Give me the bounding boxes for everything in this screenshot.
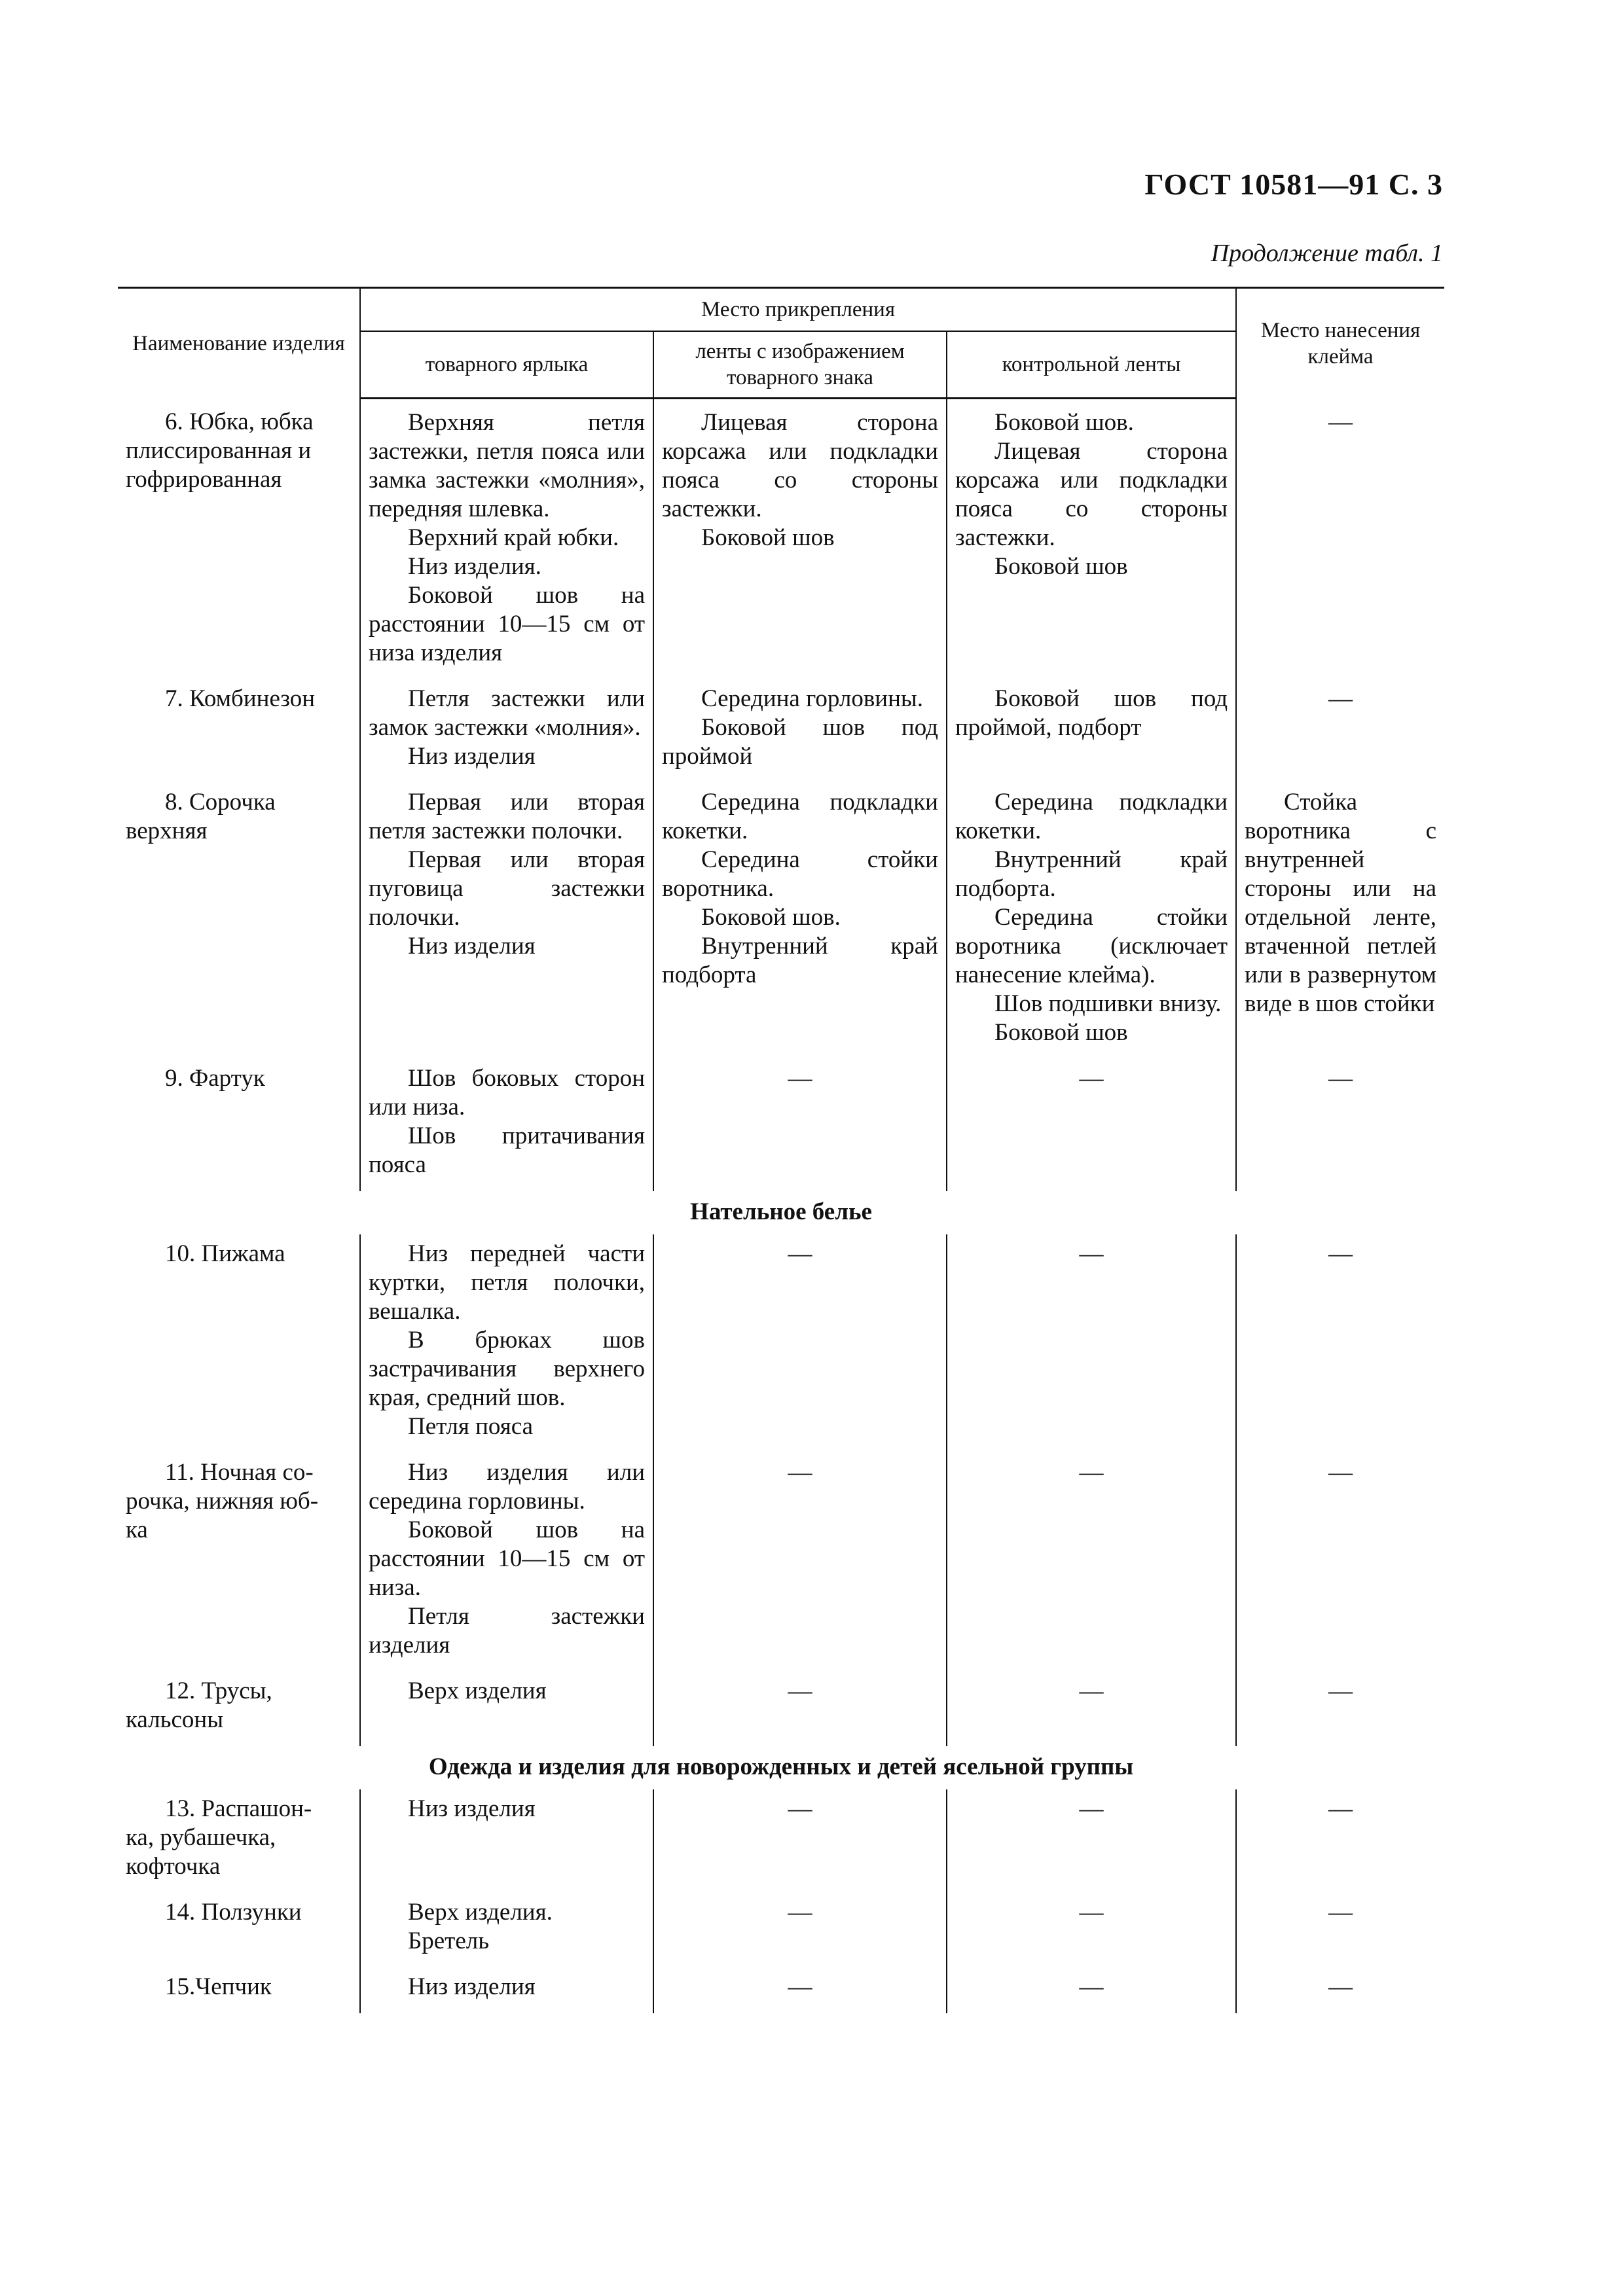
stamp-cell: Стойка воротника с внутренней стороны или на отдельной ленте, втаченной петлей или в развернутом виде в шов стойки bbox=[1236, 783, 1444, 1059]
item-name-cell: 14. Ползунки bbox=[165, 1899, 302, 1926]
ribbon-cell: Лицевая сторона корсажа или подкладки пояса со стороны застежки. Боковой шов bbox=[653, 399, 947, 680]
item-name-cell: 6. Юбка, юбка плиссированная и гофрированная bbox=[126, 408, 314, 493]
stamp-cell: — bbox=[1236, 399, 1444, 680]
section-row bbox=[118, 1191, 1444, 1234]
item-name-cell: 12. Трусы, кальсоны bbox=[126, 1677, 272, 1733]
section-title: Нательное белье bbox=[690, 1198, 872, 1225]
ribbon-cell: — bbox=[653, 1453, 947, 1672]
control-cell: — bbox=[947, 1893, 1236, 1967]
label-cell: Верх изделия. Бретель bbox=[360, 1893, 653, 1967]
control-cell: — bbox=[947, 1672, 1236, 1746]
item-name-cell: 9. Фартук bbox=[165, 1065, 265, 1092]
ribbon-cell: Середина подкладки кокетки. Середина стойки воротника. Боковой шов. Внутренний край подборта bbox=[653, 783, 947, 1059]
label-cell: Петля застежки или замок застежки «молния». Низ изделия bbox=[360, 679, 653, 783]
stamp-cell: — bbox=[1236, 1453, 1444, 1672]
item-name-cell: 15.Чепчик bbox=[165, 1973, 272, 2000]
label-cell: Низ передней части куртки, петля полочки, вешалка. В брюках шов застрачивания верхнего края, средний шов. Петля пояса bbox=[360, 1234, 653, 1453]
item-name-cell: 8. Сорочка верхняя bbox=[126, 789, 276, 844]
stamp-cell: — bbox=[1236, 679, 1444, 783]
ribbon-cell: — bbox=[653, 1789, 947, 1893]
stamp-cell: — bbox=[1236, 1967, 1444, 2013]
section-title: Одежда и изделия для новорожденных и детей ясельной группы bbox=[428, 1753, 1134, 1780]
header-ribbon: ленты с изображением товарного знака bbox=[653, 331, 947, 399]
control-cell: — bbox=[947, 1967, 1236, 2013]
item-name-cell: 13. Распашон- ка, рубашечка, кофточка bbox=[126, 1795, 312, 1880]
ribbon-cell: Середина горловины. Боковой шов под проймой bbox=[653, 679, 947, 783]
stamp-cell: — bbox=[1236, 1672, 1444, 1746]
label-cell: Низ изделия или середина горловины. Боковой шов на расстоянии 10—15 см от низа. Петля застежки изделия bbox=[360, 1453, 653, 1672]
label-cell: Низ изделия bbox=[360, 1789, 653, 1893]
label-cell: Верх изделия bbox=[360, 1672, 653, 1746]
header-attachment-place: Место прикрепления bbox=[360, 288, 1236, 332]
header-label: товарного ярлыка bbox=[360, 331, 653, 399]
label-cell: Верхняя петля застежки, петля пояса или замка застежки «молния», передняя шлевка. Верхний край юбки. Низ изделия. Боковой шов на расстоянии 10—15 см от низа изделия bbox=[360, 399, 653, 680]
table-row bbox=[118, 399, 1444, 680]
item-name-cell: 11. Ночная со- рочка, нижняя юб- ка bbox=[126, 1459, 319, 1543]
control-cell: Середина подкладки кокетки. Внутренний край подборта. Середина стойки воротника (исключает нанесение клейма). Шов подшивки внизу. Боковой шов bbox=[947, 783, 1236, 1059]
stamp-cell: — bbox=[1236, 1893, 1444, 1967]
stamp-cell: — bbox=[1236, 1059, 1444, 1191]
control-cell: — bbox=[947, 1789, 1236, 1893]
stamp-cell: — bbox=[1236, 1789, 1444, 1893]
section-row bbox=[118, 1746, 1444, 1789]
table-row bbox=[118, 679, 1444, 783]
table-row bbox=[118, 1672, 1444, 1746]
label-cell: Шов боковых сторон или низа. Шов притачивания пояса bbox=[360, 1059, 653, 1191]
label-cell: Первая или вторая петля застежки полочки. Первая или вторая пуговица застежки полочки. Низ изделия bbox=[360, 783, 653, 1059]
page-header: ГОСТ 10581—91 С. 3 bbox=[1144, 168, 1443, 201]
ribbon-cell: — bbox=[653, 1234, 947, 1453]
header-stamp-place: Место нанесения клейма bbox=[1236, 288, 1444, 399]
ribbon-cell: — bbox=[653, 1893, 947, 1967]
ribbon-cell: — bbox=[653, 1059, 947, 1191]
control-cell: — bbox=[947, 1234, 1236, 1453]
table-row bbox=[118, 1234, 1444, 1453]
table-row bbox=[118, 1789, 1444, 1893]
ribbon-cell: — bbox=[653, 1672, 947, 1746]
header-item-name: Наименование изделия bbox=[118, 288, 360, 399]
item-name-cell: 7. Комбинезон bbox=[165, 685, 316, 712]
garment-marking-table bbox=[118, 287, 1444, 2013]
stamp-cell: — bbox=[1236, 1234, 1444, 1453]
control-cell: — bbox=[947, 1059, 1236, 1191]
table-row bbox=[118, 1059, 1444, 1191]
table-row bbox=[118, 1893, 1444, 1967]
table-row bbox=[118, 1967, 1444, 2013]
item-name-cell: 10. Пижама bbox=[165, 1240, 285, 1267]
control-cell: — bbox=[947, 1453, 1236, 1672]
table-row bbox=[118, 1453, 1444, 1672]
table-row bbox=[118, 783, 1444, 1059]
label-cell: Низ изделия bbox=[360, 1967, 653, 2013]
table-continuation-note: Продолжение табл. 1 bbox=[1211, 240, 1443, 267]
control-cell: Боковой шов. Лицевая сторона корсажа или подкладки пояса со стороны застежки. Боковой шов bbox=[947, 399, 1236, 680]
header-control: контрольной ленты bbox=[947, 331, 1236, 399]
control-cell: Боковой шов под проймой, подборт bbox=[947, 679, 1236, 783]
ribbon-cell: — bbox=[653, 1967, 947, 2013]
